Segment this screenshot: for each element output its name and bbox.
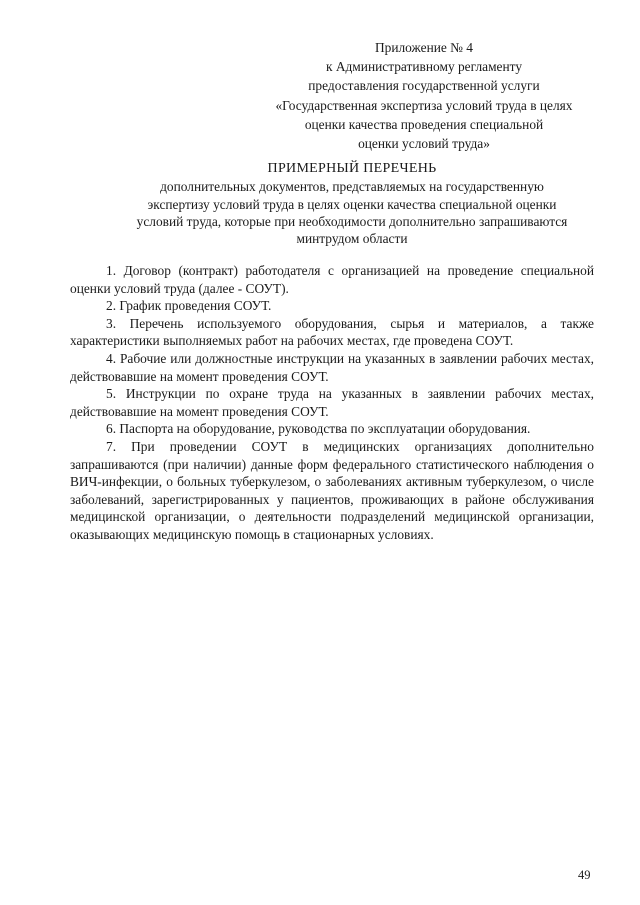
list-item: 6. Паспорта на оборудование, руководства по эксплуатации оборудования. bbox=[106, 421, 531, 437]
title-subtitle bbox=[62, 178, 640, 247]
annex-line: Приложение № 4 bbox=[374, 40, 474, 55]
document-list bbox=[70, 262, 594, 544]
annex-line: к Административному регламенту bbox=[325, 59, 523, 75]
annex-header bbox=[248, 38, 600, 153]
list-item: 2. График проведения СОУТ. bbox=[106, 298, 272, 314]
annex-line: «Государственная экспертиза условий труда в целях bbox=[275, 97, 573, 113]
page-number: 49 bbox=[578, 868, 591, 882]
annex-line: предоставления государственной услуги bbox=[308, 78, 540, 94]
subtitle-line: дополнительных документов, представляемых на государственную bbox=[160, 179, 544, 195]
annex-line: оценки условий труда» bbox=[358, 136, 490, 152]
list-item: 3. Перечень используемого оборудования, сырья и материалов, а также характеристики выполняемых работ на рабочих местах, где проведена СОУТ. bbox=[70, 315, 594, 349]
list-item: 1. Договор (контракт) работодателя с организацией на проведение специальной оценки условий труда (далее - СОУТ). bbox=[70, 263, 594, 296]
subtitle-line: минтрудом области bbox=[296, 231, 408, 247]
document-title bbox=[62, 160, 640, 247]
title-heading: ПРИМЕРНЫЙ ПЕРЕЧЕНЬ bbox=[267, 161, 437, 176]
list-item: 5. Инструкции по охране труда на указанных в заявлении рабочих местах, действовавшие на момент проведения СОУТ. bbox=[70, 386, 594, 419]
list-item: 7. При проведении СОУТ в медицинских организациях дополнительно запрашиваются (при наличии) данные форм федерального статистического наблюдения о ВИЧ-инфекции, о больных туберкулезом, о заболеваниях активным туберкулезом, о числе заболеваний, зарегистрированных у пациентов, проживающих в районе обслуживания медицинской организации, о деятельности подразделений медицинской организации, оказывающих медицинскую помощь в стационарных условиях. bbox=[70, 438, 594, 542]
list-item: 4. Рабочие или должностные инструкции на указанных в заявлении рабочих местах, действовавшие на момент проведения СОУТ. bbox=[70, 350, 594, 384]
annex-line: оценки качества проведения специальной bbox=[304, 116, 544, 132]
subtitle-line: экспертизу условий труда в целях оценки качества специальной оценки bbox=[147, 196, 557, 212]
subtitle-line: условий труда, которые при необходимости дополнительно запрашиваются bbox=[136, 213, 568, 229]
